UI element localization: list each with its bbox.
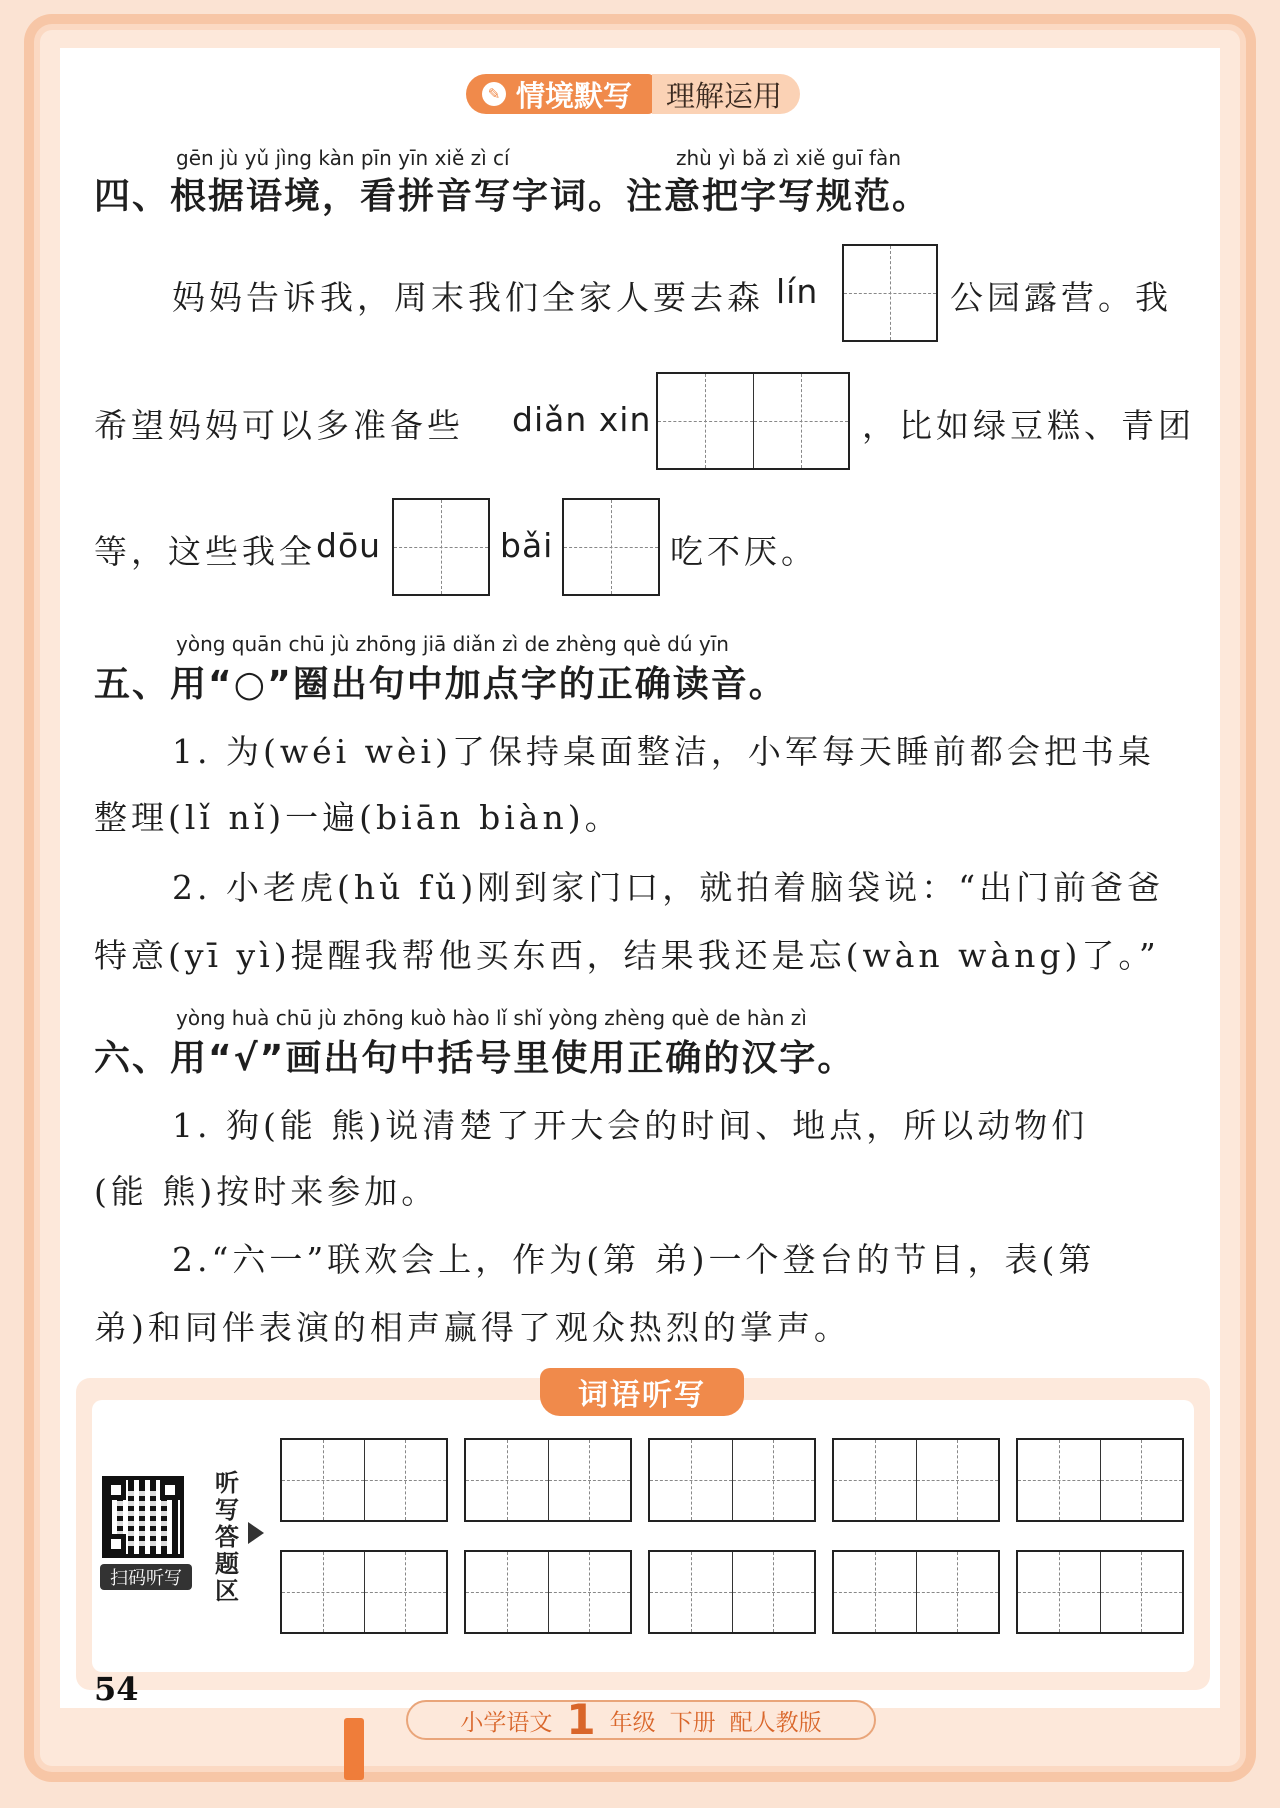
dictation-grid[interactable] <box>280 1550 448 1634</box>
q6-pinyin: yòng huà chū jù zhōng kuò hào lǐ shǐ yòng zhèng què de hàn zì <box>176 1006 807 1030</box>
dictation-grid[interactable] <box>648 1550 816 1634</box>
q5-title: 五、用“○”圈出句中加点字的正确读音。 <box>94 664 787 705</box>
answer-grid-dou[interactable] <box>392 498 490 596</box>
dictation-grid[interactable] <box>464 1438 632 1522</box>
qr-corner-icon <box>160 1480 180 1500</box>
footer-subject: 小学语文 <box>460 1709 553 1736</box>
dictation-grid[interactable] <box>1016 1550 1184 1634</box>
q4-line1-pinyin: lín <box>776 272 819 311</box>
answer-grid-dianxin[interactable] <box>656 372 850 470</box>
q5-sentence1-b: 整理(lǐ nǐ)一遍(biān biàn)。 <box>94 798 622 837</box>
dictation-area-label: 听写答题区 <box>215 1469 239 1605</box>
arrow-right-icon <box>248 1522 264 1544</box>
q4-pinyin-b: zhù yì bǎ zì xiě guī fàn <box>676 146 901 170</box>
book-info-footer <box>406 1695 876 1744</box>
q5-sentence1-a: 1. 为(wéi wèi)了保持桌面整洁，小军每天睡前都会把书桌 <box>172 732 1155 771</box>
answer-grid-bai[interactable] <box>562 498 660 596</box>
q6-sentence2-b: 弟)和同伴表演的相声赢得了观众热烈的掌声。 <box>94 1308 851 1347</box>
dictation-grid[interactable] <box>1016 1438 1184 1522</box>
footer-grade: 年级 <box>609 1709 656 1736</box>
dictation-title: 词语听写 <box>540 1368 744 1416</box>
dictation-grid[interactable] <box>832 1438 1000 1522</box>
q4-line3-tail: 吃不厌。 <box>670 532 818 571</box>
footer-grade-number: 1 <box>566 1695 596 1744</box>
page-number: 54 <box>94 1670 139 1708</box>
q4-line1-tail: 公园露营。我 <box>950 278 1172 317</box>
footer-edition: 配人教版 <box>729 1709 822 1736</box>
qr-corner-icon <box>106 1534 126 1554</box>
q6-sentence1-b: (能 熊)按时来参加。 <box>94 1172 439 1211</box>
section-header <box>466 72 800 116</box>
header-main-tag <box>466 74 656 114</box>
dictation-grid[interactable] <box>280 1438 448 1522</box>
bookmark-ribbon <box>344 1718 364 1780</box>
pen-icon: ✎ <box>482 82 506 106</box>
q6-title: 六、用“√”画出句中括号里使用正确的汉字。 <box>94 1038 856 1079</box>
q6-sentence2-a: 2.“六一”联欢会上，作为(第 弟)一个登台的节目，表(第 <box>172 1240 1096 1279</box>
qr-corner-icon <box>106 1480 126 1500</box>
q4-line3-text: 等，这些我全 <box>94 532 316 571</box>
q4-title: 四、根据语境，看拼音写字词。注意把字写规范。 <box>94 176 931 217</box>
header-main-label: 情境默写 <box>516 78 633 113</box>
q4-line2-text: 希望妈妈可以多准备些 <box>94 406 464 445</box>
dictation-grid[interactable] <box>648 1438 816 1522</box>
q5-sentence2-a: 2. 小老虎(hǔ fǔ)刚到家门口，就拍着脑袋说：“出门前爸爸 <box>172 868 1165 907</box>
q4-line1-text: 妈妈告诉我，周末我们全家人要去森 <box>172 278 764 317</box>
footer-volume: 下册 <box>669 1709 716 1736</box>
q4-line3-pinyin-bai: bǎi <box>500 526 554 565</box>
q4-line2-pinyin: diǎn xin <box>512 400 652 439</box>
q6-sentence1-a: 1. 狗(能 熊)说清楚了开大会的时间、地点，所以动物们 <box>172 1106 1089 1145</box>
scan-to-listen-label: 扫码听写 <box>100 1564 192 1590</box>
q4-pinyin-a: gēn jù yǔ jìng kàn pīn yīn xiě zì cí <box>176 146 510 170</box>
header-sub-label: 理解运用 <box>652 74 800 114</box>
q5-sentence2-b: 特意(yī yì)提醒我帮他买东西，结果我还是忘(wàn wàng)了。” <box>94 936 1160 975</box>
dictation-grid[interactable] <box>832 1550 1000 1634</box>
answer-grid-lin[interactable] <box>842 244 938 342</box>
dictation-grid[interactable] <box>464 1550 632 1634</box>
q5-pinyin: yòng quān chū jù zhōng jiā diǎn zì de zhèng què dú yīn <box>176 632 729 656</box>
q4-line2-tail: ，比如绿豆糕、青团 <box>862 406 1195 445</box>
q4-line3-pinyin-dou: dōu <box>316 526 382 565</box>
